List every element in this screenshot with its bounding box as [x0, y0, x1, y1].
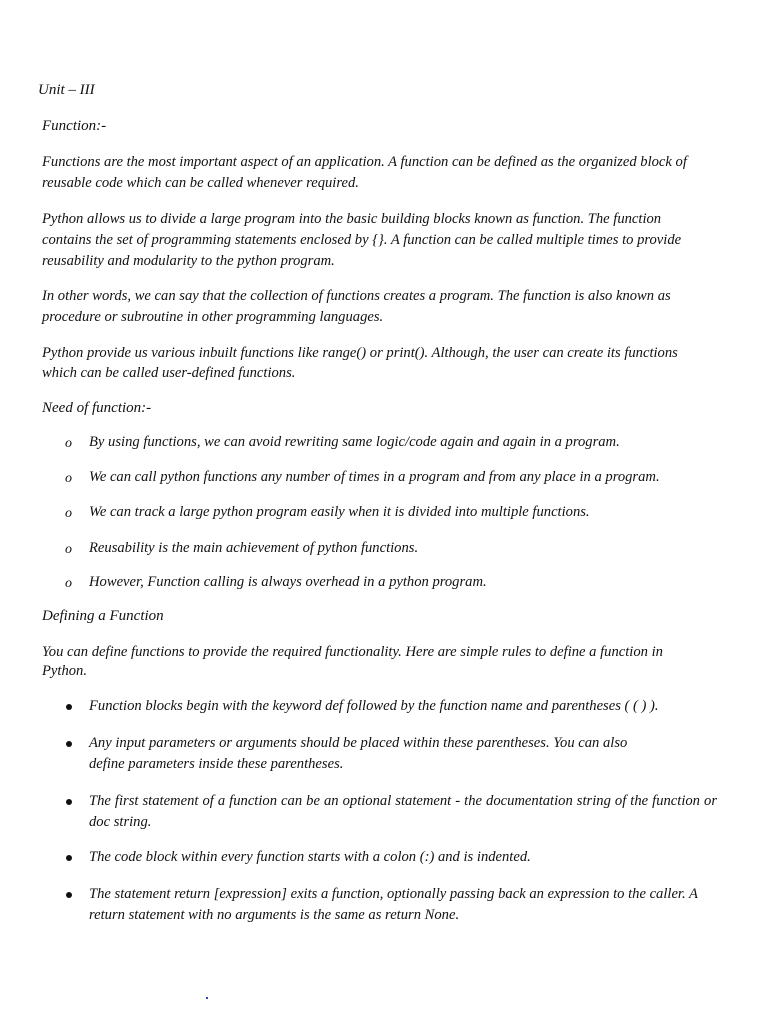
bullet-dot-icon [66, 704, 72, 710]
need-item-3: We can track a large python program easily when it is divided into multiple functions. [89, 504, 590, 520]
rule-2-line2: define parameters inside these parentheses. [89, 756, 344, 772]
defining-p-line1: You can define functions to provide the required functionality. Here are simple rules to define a function in [42, 644, 663, 660]
rule-5-line2: return statement with no arguments is the same as return None. [89, 907, 460, 923]
bullet-dot-icon [66, 799, 72, 805]
rule-1: Function blocks begin with the keyword def followed by the function name and parentheses ( ( ) ). [89, 698, 659, 714]
intro-p2-line3: reusability and modularity to the python program. [42, 253, 335, 269]
intro-p4-line2: which can be called user-defined functions. [42, 365, 296, 381]
unit-title: Unit – III [38, 82, 95, 98]
circle-bullet-icon: o [65, 506, 72, 521]
rule-5-line1: The statement return [expression] exits a function, optionally passing back an expression to the caller. A [89, 886, 698, 902]
bullet-dot-icon [66, 892, 72, 898]
defining-p-line2: Python. [42, 663, 87, 679]
stray-dot-mark [206, 997, 208, 999]
need-item-5: However, Function calling is always overhead in a python program. [89, 574, 487, 590]
intro-p2-line2: contains the set of programming statements enclosed by {}. A function can be called multiple times to provide [42, 232, 682, 248]
function-heading: Function:- [42, 118, 107, 134]
intro-p3-line2: procedure or subroutine in other programming languages. [42, 309, 384, 325]
need-item-4: Reusability is the main achievement of python functions. [89, 540, 419, 556]
circle-bullet-icon: o [65, 542, 72, 557]
intro-p1-line1: Functions are the most important aspect of an application. A function can be defined as the organized block of [42, 154, 687, 170]
need-item-2: We can call python functions any number of times in a program and from any place in a program. [89, 469, 660, 485]
bullet-dot-icon [66, 741, 72, 747]
need-item-1: By using functions, we can avoid rewriting same logic/code again and again in a program. [89, 434, 620, 450]
bullet-dot-icon [66, 855, 72, 861]
rule-4: The code block within every function starts with a colon (:) and is indented. [89, 849, 531, 865]
rule-2-line1: Any input parameters or arguments should be placed within these parentheses. You can also [89, 735, 628, 751]
circle-bullet-icon: o [65, 471, 72, 486]
need-heading: Need of function:- [42, 400, 152, 416]
intro-p2-line1: Python allows us to divide a large program into the basic building blocks known as function. The function [42, 211, 662, 227]
intro-p1-line2: reusable code which can be called whenever required. [42, 175, 359, 191]
intro-p4-line1: Python provide us various inbuilt functions like range() or print(). Although, the user can create its functions [42, 345, 678, 361]
defining-heading: Defining a Function [42, 608, 164, 624]
intro-p3-line1: In other words, we can say that the collection of functions creates a program. The function is also known as [42, 288, 671, 304]
circle-bullet-icon: o [65, 436, 72, 451]
rule-3: The first statement of a function can be an optional statement - the documentation string of the function or doc string. [89, 793, 717, 830]
circle-bullet-icon: o [65, 576, 72, 591]
